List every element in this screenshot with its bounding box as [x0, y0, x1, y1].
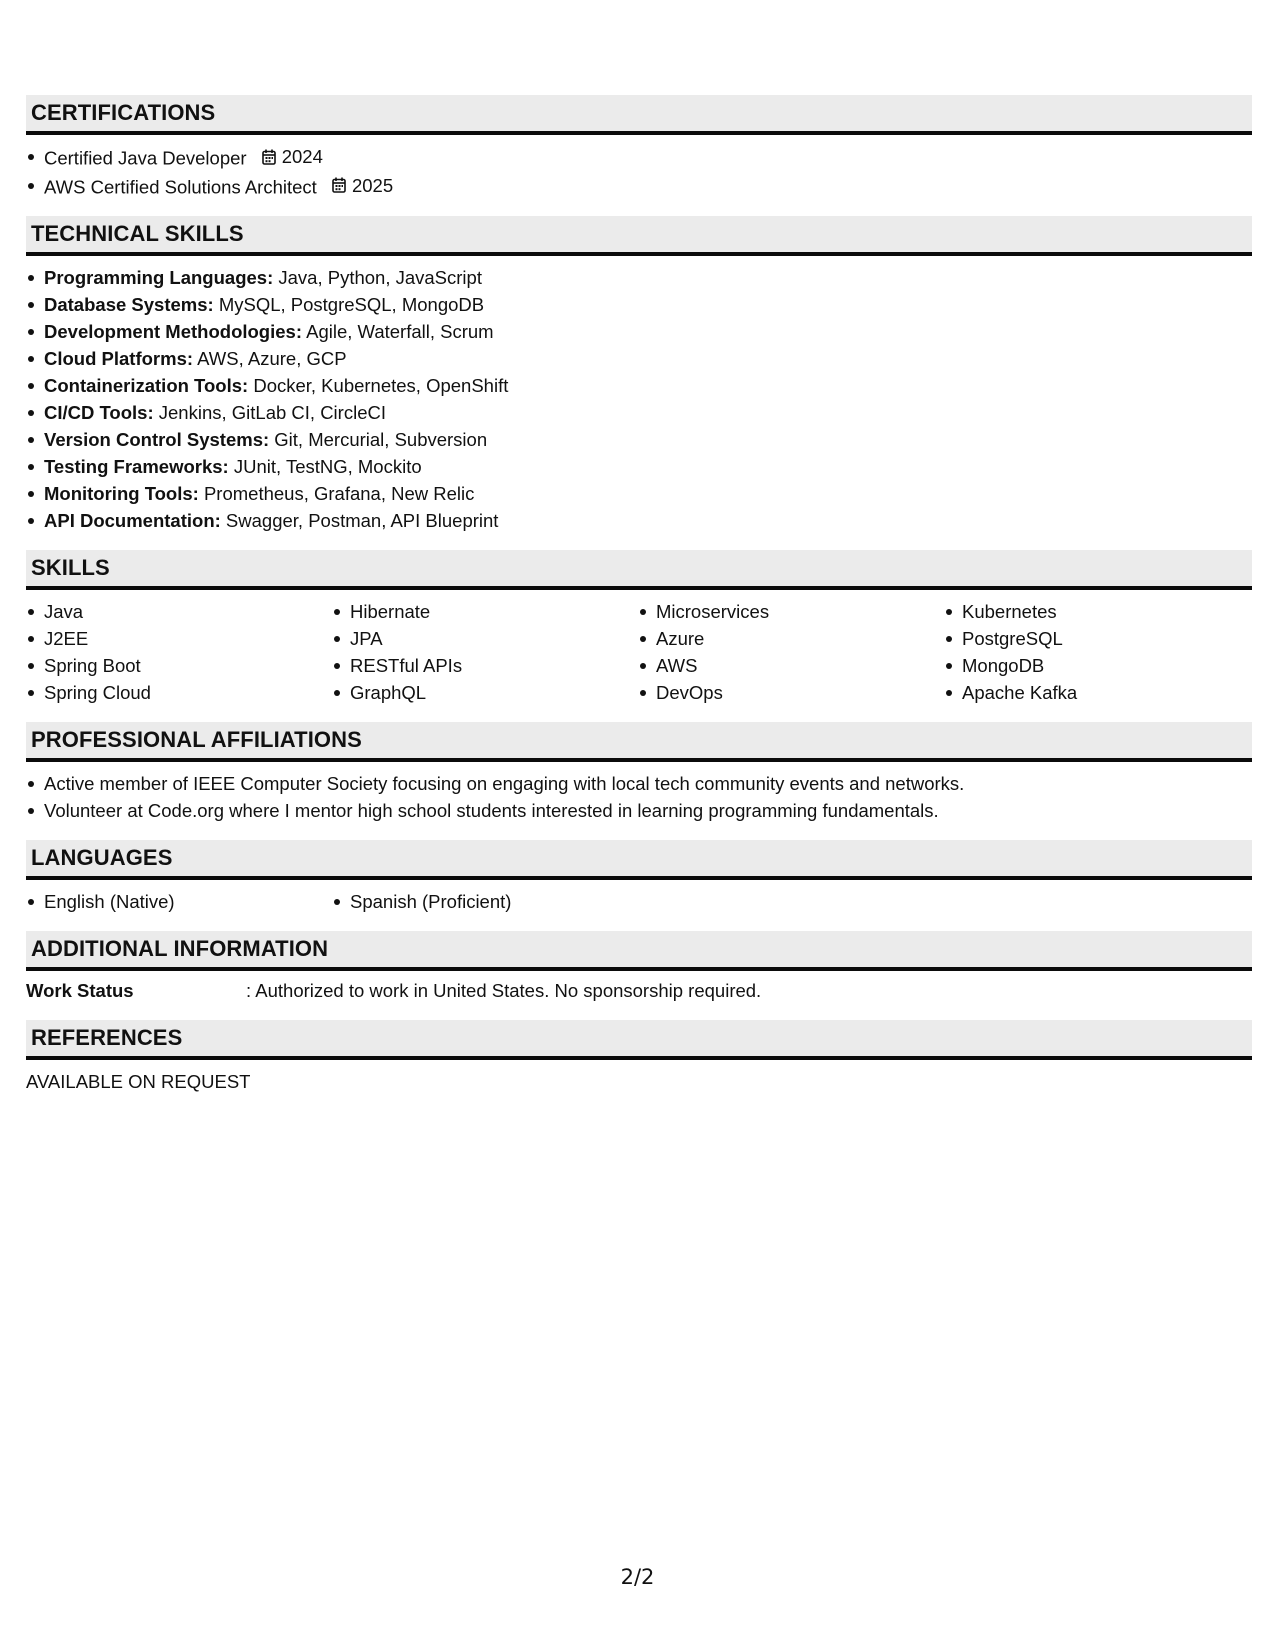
work-status-row	[26, 971, 1252, 1004]
skill-values: JUnit, TestNG, Mockito	[233, 456, 422, 477]
skill-item: Hibernate	[332, 598, 638, 625]
work-status-label: Work Status	[26, 980, 134, 1001]
skill-category: Testing Frameworks:	[44, 456, 229, 477]
references-title: REFERENCES	[31, 1025, 183, 1050]
technical-skill-item	[26, 318, 1252, 345]
certification-year: 2024	[281, 146, 323, 167]
skills-column	[638, 590, 944, 706]
skill-values: Git, Mercurial, Subversion	[274, 429, 488, 450]
skill-item: AWS	[638, 652, 944, 679]
skill-item: J2EE	[26, 625, 332, 652]
skill-item: RESTful APIs	[332, 652, 638, 679]
certification-date	[262, 143, 323, 170]
technical-skill-item	[26, 426, 1252, 453]
skill-category: Development Methodologies:	[44, 321, 302, 342]
skill-item: Spring Boot	[26, 652, 332, 679]
skill-category: CI/CD Tools:	[44, 402, 154, 423]
skill-category: Cloud Platforms:	[44, 348, 194, 369]
languages-grid	[26, 880, 1252, 915]
page-number: 2/2	[620, 1565, 655, 1589]
certifications-title: CERTIFICATIONS	[31, 100, 216, 125]
affiliations-header	[26, 722, 1252, 762]
languages-header	[26, 840, 1252, 880]
skills-title: SKILLS	[31, 555, 110, 580]
skill-item: Microservices	[638, 598, 944, 625]
additional-information-title: ADDITIONAL INFORMATION	[31, 936, 329, 961]
affiliation-item: Active member of IEEE Computer Society focusing on engaging with local tech community events and networks.	[26, 770, 1252, 797]
skill-category: Database Systems:	[44, 294, 214, 315]
skills-section	[26, 550, 1252, 706]
skills-grid	[26, 590, 1252, 706]
certifications-section	[26, 95, 1252, 200]
technical-skill-item	[26, 291, 1252, 318]
technical-skill-item	[26, 372, 1252, 399]
certification-name: AWS Certified Solutions Architect	[44, 176, 317, 197]
skills-column	[26, 590, 332, 706]
certifications-header	[26, 95, 1252, 135]
skill-item: Apache Kafka	[944, 679, 1250, 706]
skill-category: Programming Languages:	[44, 267, 274, 288]
technical-skill-item	[26, 507, 1252, 534]
certification-date	[332, 172, 393, 199]
technical-skills-list	[26, 256, 1252, 534]
languages-column	[26, 880, 332, 915]
affiliation-item: Volunteer at Code.org where I mentor high school students interested in learning programming fundamentals.	[26, 797, 1252, 824]
affiliations-list	[26, 762, 1252, 824]
languages-column	[332, 880, 638, 915]
technical-skill-item	[26, 480, 1252, 507]
technical-skill-item	[26, 264, 1252, 291]
skill-values: MySQL, PostgreSQL, MongoDB	[218, 294, 485, 315]
references-header	[26, 1020, 1252, 1060]
skill-item: DevOps	[638, 679, 944, 706]
skill-category: Version Control Systems:	[44, 429, 270, 450]
skill-item: JPA	[332, 625, 638, 652]
skill-values: Swagger, Postman, API Blueprint	[225, 510, 499, 531]
skill-values: Docker, Kubernetes, OpenShift	[253, 375, 509, 396]
skill-item: Kubernetes	[944, 598, 1250, 625]
skill-item: PostgreSQL	[944, 625, 1250, 652]
technical-skills-section	[26, 216, 1252, 534]
certification-item	[26, 143, 1252, 172]
technical-skill-item	[26, 345, 1252, 372]
certification-year: 2025	[351, 174, 394, 196]
skill-category: Monitoring Tools:	[44, 483, 199, 504]
calendar-icon	[332, 177, 346, 193]
skill-values: Java, Python, JavaScript	[278, 267, 482, 288]
technical-skills-title: TECHNICAL SKILLS	[31, 221, 244, 246]
skill-values: AWS, Azure, GCP	[197, 348, 347, 369]
skills-header	[26, 550, 1252, 590]
skills-column	[332, 590, 638, 706]
skill-item: Java	[26, 598, 332, 625]
languages-title: LANGUAGES	[31, 845, 173, 870]
references-section	[26, 1020, 1252, 1095]
skill-category: API Documentation:	[44, 510, 221, 531]
certifications-list	[26, 135, 1252, 200]
skill-item: MongoDB	[944, 652, 1250, 679]
technical-skill-item	[26, 399, 1252, 426]
skill-category: Containerization Tools:	[44, 375, 249, 396]
language-item: English (Native)	[26, 888, 332, 915]
additional-information-section	[26, 931, 1252, 1004]
affiliations-section	[26, 722, 1252, 824]
calendar-icon	[262, 149, 276, 165]
references-text: AVAILABLE ON REQUEST	[26, 1071, 251, 1092]
resume-page	[26, 95, 1252, 1111]
certification-item	[26, 172, 1252, 201]
skill-values: Jenkins, GitLab CI, CircleCI	[158, 402, 386, 423]
skill-item: Azure	[638, 625, 944, 652]
technical-skill-item	[26, 453, 1252, 480]
technical-skills-header	[26, 216, 1252, 256]
skill-item: Spring Cloud	[26, 679, 332, 706]
skills-column	[944, 590, 1250, 706]
skill-values: Agile, Waterfall, Scrum	[306, 321, 494, 342]
work-status-value: : Authorized to work in United States. No sponsorship required.	[246, 980, 762, 1001]
affiliations-title: PROFESSIONAL AFFILIATIONS	[31, 727, 362, 752]
skill-item: GraphQL	[332, 679, 638, 706]
skill-values: Prometheus, Grafana, New Relic	[203, 483, 475, 504]
language-item: Spanish (Proficient)	[332, 888, 638, 915]
certification-name: Certified Java Developer	[44, 147, 247, 169]
languages-section	[26, 840, 1252, 915]
additional-information-header	[26, 931, 1252, 971]
